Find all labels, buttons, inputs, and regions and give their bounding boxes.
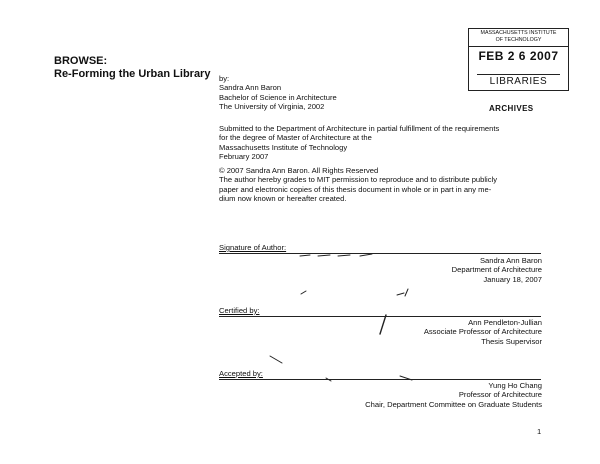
accepted-signature-stroke-1 [326,378,331,381]
stamp-libraries: LIBRARIES [477,74,560,87]
certified-signature-tick-1 [301,291,306,294]
accepted-signature-tick [270,356,282,363]
stamp-institution-line-2: OF TECHNOLOGY [495,36,542,43]
submission-line-3: Massachusetts Institute of Technology [219,142,348,152]
author-school: The University of Virginia, 2002 [219,102,325,112]
author-degree: Bachelor of Science in Architecture [219,92,337,102]
copyright-line-1: © 2007 Sandra Ann Baron. All Rights Reserved [219,166,379,175]
certified-by-label: Certified by: [219,306,260,315]
copyright-line-4: dium now known or hereafter created. [219,194,347,204]
accepted-by-detail: Chair, Department Committee on Graduate Students [365,399,542,409]
accepted-by-label: Accepted by: [219,369,263,378]
submission-line-1: Submitted to the Department of Architecture in partial fulfillment of the requirements [219,124,500,133]
author-by: by: [219,74,230,83]
certified-by-role: Associate Professor of Architecture [423,327,542,337]
signature-author-role: Department of Architecture [451,265,542,275]
stamp-institution-line-1: MASSACHUSETTS INSTITUTE [480,30,557,36]
submission-line-2: for the degree of Master of Architecture at the [219,133,372,143]
signature-author-label: Signature of Author: [219,243,287,252]
submission-line-4: February 2007 [219,152,269,162]
signature-author-name: Sandra Ann Baron [479,256,542,265]
stamp-date: FEB 2 6 2007 [478,49,559,63]
accepted-by-name: Yung Ho Chang [488,381,542,390]
certified-signature-tick-2 [397,289,408,296]
certified-signature-stroke [380,315,386,334]
archives-label: ARCHIVES [489,104,534,113]
author-signature-stroke [300,254,372,256]
copyright-line-2: The author hereby grades to MIT permission to reproduce and to distribute publicly [219,175,498,185]
certified-by-detail: Thesis Supervisor [481,336,542,346]
certified-by-name: Ann Pendleton-Jullian [468,318,542,327]
title-line-2: Re-Forming the Urban Library [54,68,211,80]
page-number: 1 [537,427,542,436]
copyright-line-3: paper and electronic copies of this thesis document in whole or in part in any me- [219,184,492,194]
signature-author-detail: January 18, 2007 [483,274,542,284]
accepted-by-role: Professor of Architecture [458,390,542,400]
accepted-signature-stroke-2 [400,376,412,380]
author-name: Sandra Ann Baron [219,83,282,93]
title-line-1: BROWSE: [54,55,108,67]
